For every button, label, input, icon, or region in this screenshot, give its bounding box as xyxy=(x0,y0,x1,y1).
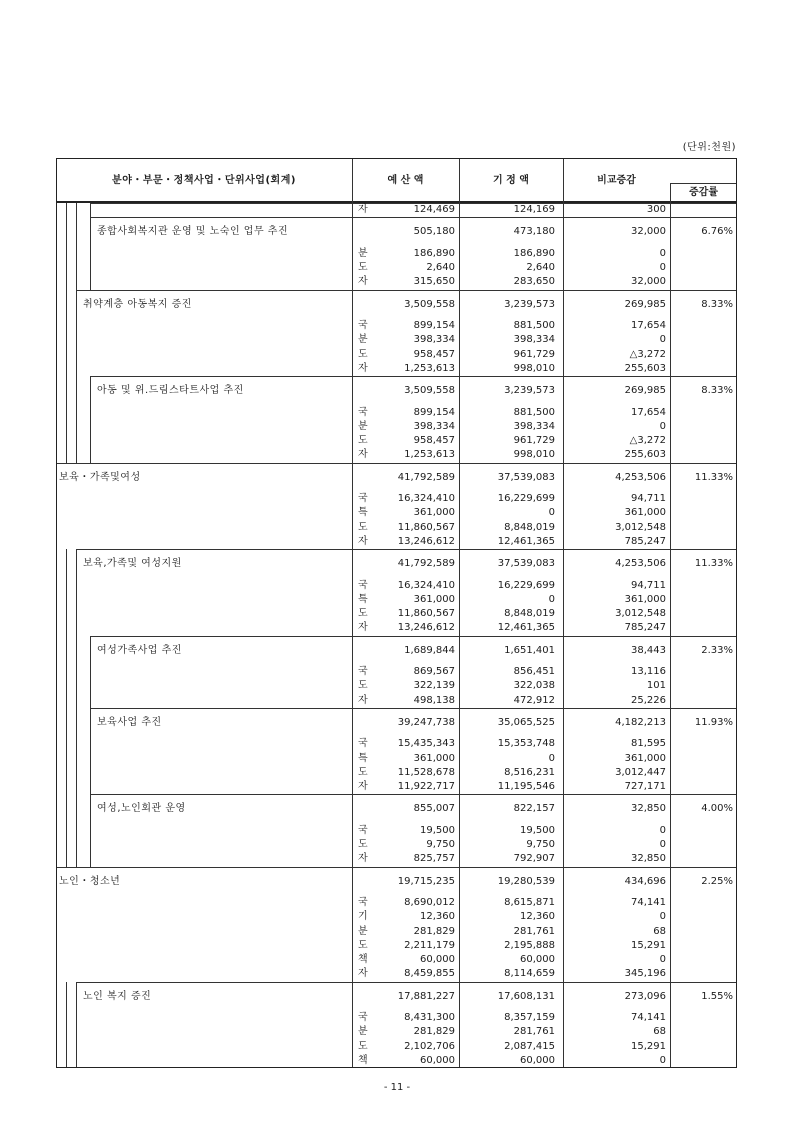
column-divider xyxy=(670,183,671,1068)
budget-amount: 958,457 xyxy=(413,435,455,446)
budget-amount: 11,860,567 xyxy=(397,608,455,619)
prior-amount: 961,729 xyxy=(513,348,555,360)
program-name: 보육사업 추진 xyxy=(97,716,162,728)
difference-amount: 0 xyxy=(659,1054,666,1066)
funding-source-row xyxy=(56,348,737,362)
column-divider xyxy=(459,158,460,1068)
budget-amount: 13,246,612 xyxy=(397,622,455,634)
difference-amount: 0 xyxy=(659,824,666,836)
funding-source-label: 도 xyxy=(358,435,368,446)
difference-amount: 300 xyxy=(646,204,666,215)
funding-source-row xyxy=(56,333,737,347)
funding-source-label: 자 xyxy=(358,622,368,634)
budget-amount: 11,922,717 xyxy=(397,781,455,792)
difference-amount: 3,012,447 xyxy=(615,766,666,778)
funding-source-label: 자 xyxy=(358,449,368,461)
change-rate-header: 증감률 xyxy=(689,187,718,198)
funding-source-row xyxy=(56,420,737,434)
funding-source-row xyxy=(56,579,737,593)
prior-amount: 8,848,019 xyxy=(504,608,555,619)
program-name: 노인・청소년 xyxy=(59,875,121,887)
funding-source-label: 자 xyxy=(358,535,368,547)
prior-amount: 19,280,539 xyxy=(497,875,555,887)
difference-amount: 4,253,506 xyxy=(615,471,666,483)
difference-amount: △3,272 xyxy=(629,435,666,446)
budget-amount: 855,007 xyxy=(413,803,455,815)
program-name: 여성가족사업 추진 xyxy=(97,644,182,656)
budget-amount: 124,469 xyxy=(413,204,455,215)
difference-amount: 3,012,548 xyxy=(615,521,666,533)
prior-amount: 186,890 xyxy=(513,247,555,259)
budget-amount: 15,435,343 xyxy=(397,738,455,750)
table-header xyxy=(56,158,737,203)
prior-amount: 881,500 xyxy=(513,320,555,331)
funding-source-row xyxy=(56,607,737,621)
funding-source-row xyxy=(56,492,737,506)
difference-amount: 345,196 xyxy=(624,968,666,980)
funding-source-label: 국 xyxy=(358,1012,368,1023)
budget-amount: 60,000 xyxy=(420,954,455,965)
difference-amount: 101 xyxy=(646,680,666,692)
funding-source-row xyxy=(56,521,737,535)
funding-source-label: 분 xyxy=(358,1026,368,1038)
budget-amount: 17,881,227 xyxy=(397,990,455,1002)
program-name: 노인 복지 증진 xyxy=(83,990,152,1002)
funding-source-label: 도 xyxy=(358,262,368,273)
funding-source-label: 도 xyxy=(358,608,368,619)
field-group xyxy=(56,463,737,550)
funding-source-row xyxy=(56,593,737,607)
difference-amount: 269,985 xyxy=(624,385,666,396)
difference-amount: 17,654 xyxy=(631,406,666,418)
funding-source-label: 국 xyxy=(358,824,368,836)
difference-amount: 361,000 xyxy=(624,752,666,764)
difference-amount: 0 xyxy=(659,954,666,965)
budget-amount: 8,431,300 xyxy=(404,1012,455,1023)
budget-amount: 398,334 xyxy=(413,420,455,432)
difference-header: 비교증감 xyxy=(597,175,636,186)
prior-amount: 8,114,659 xyxy=(504,968,555,980)
difference-amount: 361,000 xyxy=(624,593,666,605)
difference-amount: 94,711 xyxy=(631,493,666,504)
prior-amount: 472,912 xyxy=(513,694,555,706)
funding-source-label: 국 xyxy=(358,406,368,418)
program-name: 종합사회복지관 운영 및 노숙인 업무 추진 xyxy=(97,226,289,238)
prior-amount: 8,615,871 xyxy=(504,897,555,908)
unit-program-group xyxy=(56,794,737,866)
funding-source-label: 자 xyxy=(358,853,368,865)
change-rate: 11.93% xyxy=(694,716,733,728)
difference-amount: 0 xyxy=(659,839,666,850)
funding-source-label: 책 xyxy=(358,1054,368,1066)
funding-source-row xyxy=(56,910,737,924)
funding-source-row xyxy=(56,852,737,866)
change-rate: 11.33% xyxy=(694,471,733,483)
column-divider xyxy=(563,158,564,1068)
budget-amount: 398,334 xyxy=(413,334,455,346)
funding-source-row xyxy=(56,953,737,967)
prior-amount: 9,750 xyxy=(526,839,555,850)
funding-source-label: 국 xyxy=(358,320,368,331)
difference-amount: 255,603 xyxy=(624,362,666,374)
program-total-row xyxy=(56,636,737,666)
prior-amount: 37,539,083 xyxy=(497,558,555,569)
funding-source-label: 도 xyxy=(358,348,368,360)
difference-amount: 0 xyxy=(659,262,666,273)
funding-source-label: 도 xyxy=(358,839,368,850)
program-name: 보육,가족및 여성지원 xyxy=(83,558,182,569)
prior-amount: 398,334 xyxy=(513,334,555,346)
funding-source-row xyxy=(56,406,737,420)
difference-amount: 68 xyxy=(653,1026,666,1038)
prior-amount: 60,000 xyxy=(520,1054,555,1066)
budget-amount: 2,640 xyxy=(426,262,455,273)
difference-amount: 361,000 xyxy=(624,507,666,519)
difference-amount: 4,182,213 xyxy=(615,716,666,728)
difference-amount: 17,654 xyxy=(631,320,666,331)
change-rate: 4.00% xyxy=(701,803,733,815)
difference-amount: 32,850 xyxy=(631,803,666,815)
funding-source-row xyxy=(56,261,737,275)
program-total-row xyxy=(56,217,737,247)
budget-amount: 899,154 xyxy=(413,320,455,331)
field-group xyxy=(56,867,737,982)
funding-source-row xyxy=(56,838,737,852)
prior-amount: 8,357,159 xyxy=(504,1012,555,1023)
prior-amount: 822,157 xyxy=(513,803,555,815)
budget-amount: 1,689,844 xyxy=(404,644,455,656)
budget-amount: 3,509,558 xyxy=(404,298,455,310)
funding-source-row xyxy=(56,362,737,376)
prior-amount: 3,239,573 xyxy=(504,385,555,396)
prior-budget-header: 기 정 액 xyxy=(493,175,529,186)
budget-amount: 19,715,235 xyxy=(397,875,455,887)
page-number: - 11 - xyxy=(383,1082,411,1093)
difference-amount: 255,603 xyxy=(624,449,666,461)
funding-source-label: 자 xyxy=(358,362,368,374)
prior-amount: 2,640 xyxy=(526,262,555,273)
funding-source-label: 도 xyxy=(358,521,368,533)
difference-amount: 785,247 xyxy=(624,535,666,547)
prior-amount: 281,761 xyxy=(513,925,555,937)
budget-amount: 825,757 xyxy=(413,853,455,865)
prior-amount: 2,087,415 xyxy=(504,1040,555,1052)
funding-source-row xyxy=(56,434,737,448)
funding-source-row xyxy=(56,896,737,910)
prior-amount: 16,229,699 xyxy=(497,493,555,504)
difference-amount: 15,291 xyxy=(631,939,666,951)
funding-source-row xyxy=(56,679,737,693)
budget-amount: 8,690,012 xyxy=(404,897,455,908)
category-header: 분야・부문・정책사업・단위사업(회계) xyxy=(112,175,296,186)
program-total-row xyxy=(56,290,737,320)
funding-source-label: 국 xyxy=(358,579,368,591)
prior-amount: 398,334 xyxy=(513,420,555,432)
difference-amount: 785,247 xyxy=(624,622,666,634)
difference-amount: 0 xyxy=(659,420,666,432)
change-rate: 1.55% xyxy=(701,990,733,1002)
funding-source-label: 도 xyxy=(358,939,368,951)
funding-source-label: 도 xyxy=(358,1040,368,1052)
budget-amount: 11,860,567 xyxy=(397,521,455,533)
funding-source-label: 자 xyxy=(358,204,368,215)
difference-amount: 269,985 xyxy=(624,298,666,310)
budget-amount: 2,102,706 xyxy=(404,1040,455,1052)
unit-program-group xyxy=(56,708,737,795)
funding-source-row xyxy=(56,621,737,635)
prior-amount: 0 xyxy=(548,752,555,764)
funding-source-label: 특 xyxy=(358,593,368,605)
funding-source-label: 특 xyxy=(358,752,368,764)
difference-amount: 74,141 xyxy=(631,1012,666,1023)
program-name: 여성,노인회관 운영 xyxy=(97,803,186,815)
budget-amount: 3,509,558 xyxy=(404,385,455,396)
funding-source-label: 자 xyxy=(358,694,368,706)
funding-source-label: 자 xyxy=(358,276,368,288)
prior-amount: 17,608,131 xyxy=(497,990,555,1002)
funding-source-row xyxy=(56,535,737,549)
change-rate: 2.33% xyxy=(701,644,733,656)
prior-amount: 283,650 xyxy=(513,276,555,288)
budget-amount: 16,324,410 xyxy=(397,493,455,504)
difference-amount: 3,012,548 xyxy=(615,608,666,619)
budget-amount: 11,528,678 xyxy=(397,766,455,778)
funding-source-row xyxy=(56,1054,737,1068)
difference-amount: 74,141 xyxy=(631,897,666,908)
funding-source-row xyxy=(56,694,737,708)
prior-amount: 961,729 xyxy=(513,435,555,446)
budget-amount: 13,246,612 xyxy=(397,535,455,547)
funding-source-row xyxy=(56,1040,737,1054)
prior-amount: 3,239,573 xyxy=(504,298,555,310)
difference-amount: 0 xyxy=(659,911,666,923)
funding-source-label: 국 xyxy=(358,666,368,677)
prior-amount: 8,848,019 xyxy=(504,521,555,533)
funding-source-label: 자 xyxy=(358,781,368,792)
program-total-row xyxy=(56,463,737,493)
prior-amount: 11,195,546 xyxy=(497,781,555,792)
budget-amount: 41,792,589 xyxy=(397,558,455,569)
prior-amount: 1,651,401 xyxy=(504,644,555,656)
budget-amount: 958,457 xyxy=(413,348,455,360)
budget-amount: 281,829 xyxy=(413,1026,455,1038)
funding-source-row xyxy=(56,1011,737,1025)
funding-source-row xyxy=(56,737,737,751)
prior-amount: 473,180 xyxy=(513,226,555,238)
prior-amount: 19,500 xyxy=(520,824,555,836)
funding-source-row xyxy=(56,824,737,838)
budget-amount: 2,211,179 xyxy=(404,939,455,951)
prior-amount: 8,516,231 xyxy=(504,766,555,778)
program-total-row xyxy=(56,982,737,1012)
program-total-row xyxy=(56,549,737,579)
budget-amount: 498,138 xyxy=(413,694,455,706)
funding-source-label: 국 xyxy=(358,493,368,504)
change-rate: 6.76% xyxy=(701,226,733,238)
difference-amount: 0 xyxy=(659,334,666,346)
funding-source-label: 도 xyxy=(358,766,368,778)
difference-amount: 68 xyxy=(653,925,666,937)
prior-amount: 998,010 xyxy=(513,449,555,461)
prior-amount: 35,065,525 xyxy=(497,716,555,728)
prior-amount: 37,539,083 xyxy=(497,471,555,483)
change-rate: 8.33% xyxy=(701,298,733,310)
funding-source-label: 기 xyxy=(358,911,368,923)
difference-amount: 434,696 xyxy=(624,875,666,887)
funding-source-row xyxy=(56,319,737,333)
rate-header-divider xyxy=(670,183,737,184)
prior-amount: 792,907 xyxy=(513,853,555,865)
prior-amount: 856,451 xyxy=(513,666,555,677)
budget-amount: 39,247,738 xyxy=(397,716,455,728)
difference-amount: 25,226 xyxy=(631,694,666,706)
funding-source-label: 국 xyxy=(358,897,368,908)
prior-amount: 12,461,365 xyxy=(497,535,555,547)
difference-amount: 4,253,506 xyxy=(615,558,666,569)
prior-amount: 124,169 xyxy=(513,204,555,215)
budget-amount: 8,459,855 xyxy=(404,968,455,980)
budget-amount: 9,750 xyxy=(426,839,455,850)
budget-table xyxy=(56,158,737,1068)
funding-source-label: 특 xyxy=(358,507,368,519)
unit-program-group xyxy=(56,636,737,708)
prior-amount: 0 xyxy=(548,507,555,519)
budget-amount: 186,890 xyxy=(413,247,455,259)
funding-source-row xyxy=(56,665,737,679)
program-name: 보육・가족및여성 xyxy=(59,471,141,483)
budget-amount: 361,000 xyxy=(413,507,455,519)
difference-amount: 32,850 xyxy=(631,853,666,865)
budget-amount: 19,500 xyxy=(420,824,455,836)
difference-amount: △3,272 xyxy=(629,348,666,360)
difference-amount: 273,096 xyxy=(624,990,666,1002)
budget-amount: 315,650 xyxy=(413,276,455,288)
funding-source-row xyxy=(56,448,737,462)
budget-amount: 899,154 xyxy=(413,406,455,418)
budget-amount: 60,000 xyxy=(420,1054,455,1066)
column-divider xyxy=(352,158,353,1068)
prior-amount: 0 xyxy=(548,593,555,605)
funding-source-label: 자 xyxy=(358,968,368,980)
policy-program-group xyxy=(56,549,737,636)
prior-amount: 15,353,748 xyxy=(497,738,555,750)
funding-source-label: 분 xyxy=(358,420,368,432)
funding-source-label: 도 xyxy=(358,680,368,692)
difference-amount: 94,711 xyxy=(631,579,666,591)
funding-source-row xyxy=(56,780,737,794)
unit-program-group xyxy=(56,203,737,217)
funding-source-row xyxy=(56,506,737,520)
budget-amount: 361,000 xyxy=(413,752,455,764)
funding-source-label: 분 xyxy=(358,247,368,259)
funding-source-label: 국 xyxy=(358,738,368,750)
difference-amount: 0 xyxy=(659,247,666,259)
program-name: 아동 및 위.드림스타트사업 추진 xyxy=(97,385,244,396)
unit-program-group xyxy=(56,217,737,289)
change-rate: 11.33% xyxy=(694,558,733,569)
budget-amount: 505,180 xyxy=(413,226,455,238)
funding-source-label: 분 xyxy=(358,925,368,937)
prior-amount: 2,195,888 xyxy=(504,939,555,951)
funding-source-row xyxy=(56,275,737,289)
funding-source-row xyxy=(56,752,737,766)
budget-amount: 869,567 xyxy=(413,666,455,677)
funding-source-row xyxy=(56,247,737,261)
difference-amount: 38,443 xyxy=(631,644,666,656)
policy-program-group xyxy=(56,982,737,1069)
difference-amount: 32,000 xyxy=(631,226,666,238)
prior-amount: 12,461,365 xyxy=(497,622,555,634)
funding-source-row xyxy=(56,766,737,780)
funding-source-label: 분 xyxy=(358,334,368,346)
unit-label: (단위:천원) xyxy=(682,142,736,153)
difference-amount: 32,000 xyxy=(631,276,666,288)
budget-amount: 16,324,410 xyxy=(397,579,455,591)
prior-amount: 881,500 xyxy=(513,406,555,418)
policy-program-group xyxy=(56,290,737,377)
budget-amount: 361,000 xyxy=(413,593,455,605)
difference-amount: 81,595 xyxy=(631,738,666,750)
difference-amount: 13,116 xyxy=(631,666,666,677)
program-total-row xyxy=(56,794,737,824)
budget-amount: 41,792,589 xyxy=(397,471,455,483)
funding-source-row xyxy=(56,1025,737,1039)
difference-amount: 727,171 xyxy=(624,781,666,792)
prior-amount: 281,761 xyxy=(513,1026,555,1038)
change-rate: 2.25% xyxy=(701,875,733,887)
budget-amount: 1,253,613 xyxy=(404,362,455,374)
funding-source-row xyxy=(56,939,737,953)
prior-amount: 12,360 xyxy=(520,911,555,923)
funding-source-row xyxy=(56,925,737,939)
budget-amount: 12,360 xyxy=(420,911,455,923)
prior-amount: 16,229,699 xyxy=(497,579,555,591)
prior-amount: 998,010 xyxy=(513,362,555,374)
budget-header: 예 산 액 xyxy=(387,175,424,186)
prior-amount: 60,000 xyxy=(520,954,555,965)
prior-amount: 322,038 xyxy=(513,680,555,692)
funding-source-label: 책 xyxy=(358,954,368,965)
funding-source-row xyxy=(56,967,737,981)
difference-amount: 15,291 xyxy=(631,1040,666,1052)
budget-amount: 1,253,613 xyxy=(404,449,455,461)
funding-source-row xyxy=(56,203,737,217)
program-total-row xyxy=(56,708,737,738)
unit-program-group xyxy=(56,376,737,463)
budget-amount: 322,139 xyxy=(413,680,455,692)
program-total-row xyxy=(56,376,737,406)
change-rate: 8.33% xyxy=(701,385,733,396)
budget-amount: 281,829 xyxy=(413,925,455,937)
program-name: 취약계층 아동복지 증진 xyxy=(83,298,192,310)
program-total-row xyxy=(56,867,737,897)
